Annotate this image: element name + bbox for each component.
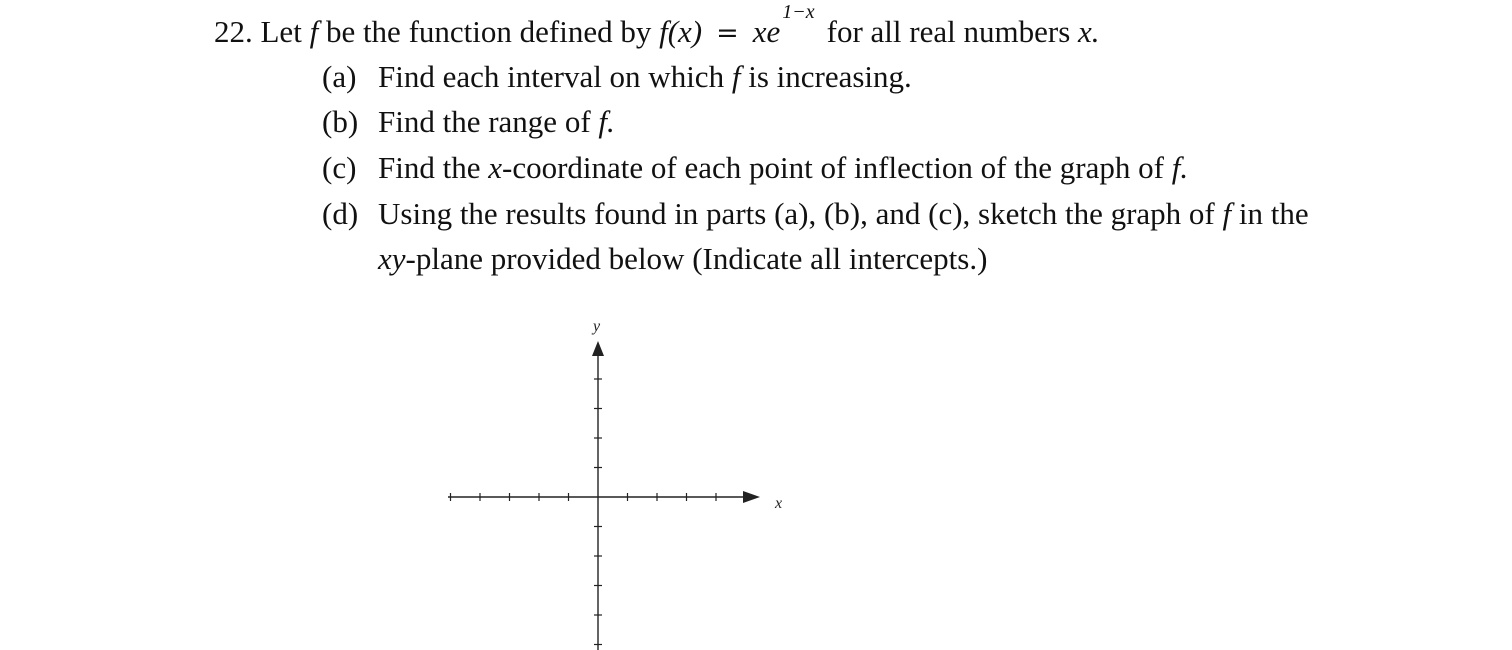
part-c-label: (c) [322,150,357,185]
part-d-text-2: in the [1238,196,1309,231]
part-a-label: (a) [322,59,357,94]
stem-text-2: be the function defined by [325,14,652,49]
stem-text-1: Let [260,14,302,49]
part-b-function: f. [598,104,615,139]
function-notation: f(x) [659,14,703,49]
y-axis-arrow [592,341,604,356]
x-axis-label: x [775,495,783,512]
part-b-text: Find the range of [378,104,591,139]
y-axis-label: y [593,318,601,335]
part-a-text: Find each interval on which [378,59,725,94]
equals-sign: = [716,18,739,49]
part-a-function: f [731,59,741,94]
part-c-text-2: -coordinate of each point of inflection of the graph of [502,150,1164,185]
function-name: f [309,14,319,49]
stem-variable: x. [1078,14,1100,49]
question-number: 22. [214,14,253,49]
function-exponent: 1−x [782,1,815,23]
part-c-function: f. [1171,150,1189,185]
stem-text-3: for all real numbers [826,14,1071,49]
part-c-text: Find the [378,150,481,185]
part-a-text-2: is increasing. [748,59,912,94]
part-d-text: Using the results found in parts (a), (b), and (c), sketch the graph of [378,196,1215,231]
part-c-variable: x [488,150,502,185]
part-d-plane-name: xy [378,241,406,276]
function-base: xe [752,14,781,49]
x-axis [448,491,760,503]
part-d-label: (d) [322,196,359,231]
y-axis [592,341,604,650]
part-d-function: f [1222,196,1232,231]
part-b-label: (b) [322,104,359,139]
part-d-text-3: -plane provided below (Indicate all intercepts.) [405,241,988,276]
